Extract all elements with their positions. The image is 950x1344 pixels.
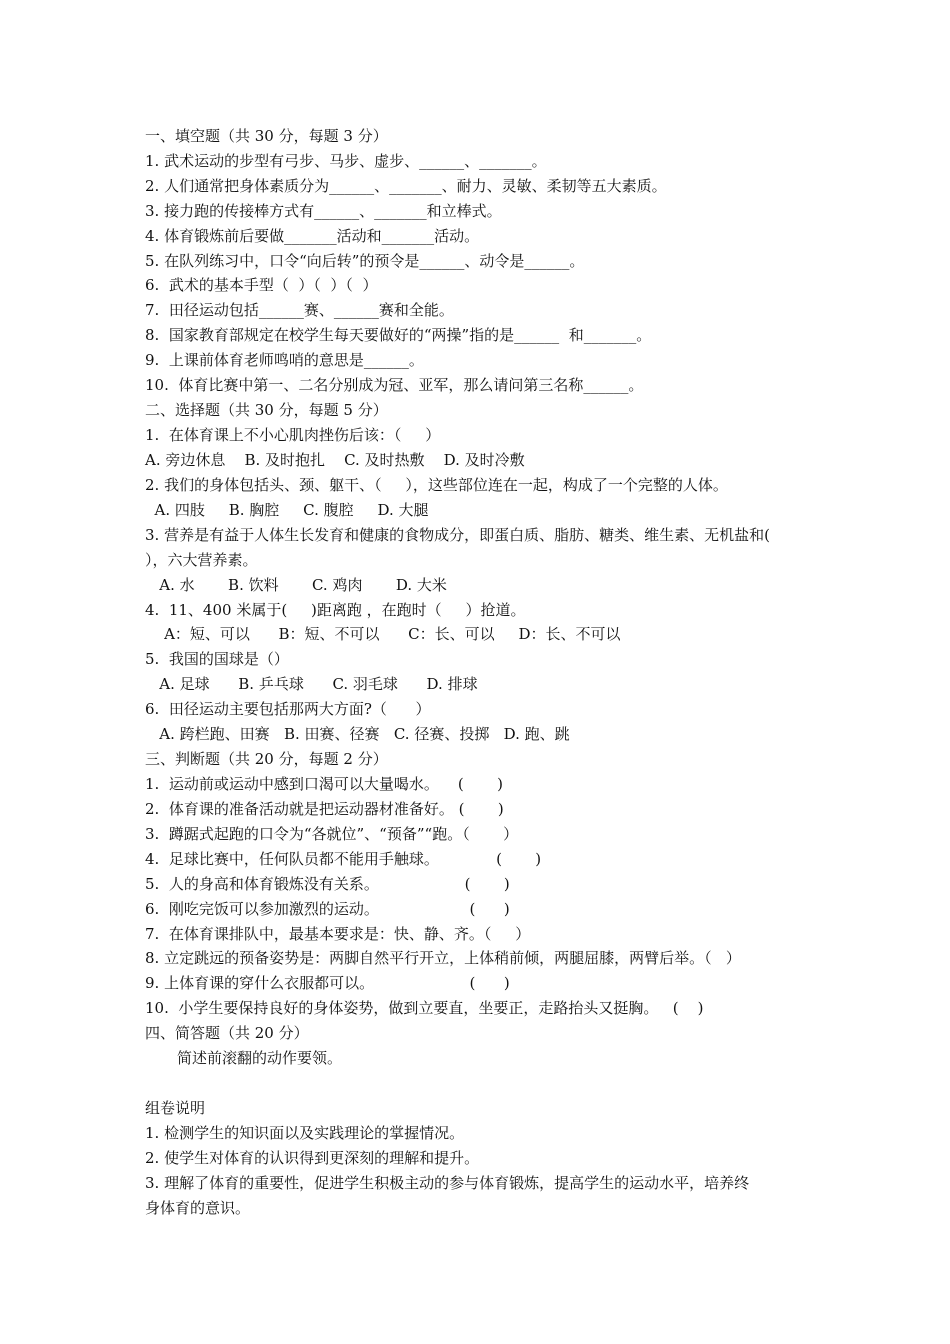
text-line: 7. 在体育课排队中，最基本要求是：快、静、齐。（ ） xyxy=(145,925,531,943)
text-line: 2. 人们通常把身体素质分为______、_______、耐力、灵敏、柔韧等五大素质。 xyxy=(145,177,667,195)
text-line: 9. 上体育课的穿什么衣服都可以。 ( ) xyxy=(145,974,510,992)
text-line: 5. 在队列练习中，口令“向后转”的预令是______、动令是______。 xyxy=(145,252,585,270)
text-line: 3. 理解了体育的重要性，促进学生积极主动的参与体育锻炼，提高学生的运动水平，培养终 xyxy=(145,1174,750,1192)
text-line: 4. 体育锻炼前后要做_______活动和_______活动。 xyxy=(145,227,480,245)
text-line: 5. 人的身高和体育锻炼没有关系。 ( ) xyxy=(145,875,510,893)
text-line: 3. 接力跑的传接棒方式有______、_______和立棒式。 xyxy=(145,202,502,220)
text-line: 四、简答题（共 20 分） xyxy=(145,1024,309,1042)
text-line: 8. 立定跳远的预备姿势是：两脚自然平行开立，上体稍前倾，两腿屈膝，两臂后举。（ ） xyxy=(145,949,741,967)
text-line: 3. 蹲踞式起跑的口令为“各就位”、“预备”“跑。（ ） xyxy=(145,825,519,843)
text-line: 6. 田径运动主要包括那两大方面?（ ） xyxy=(145,700,431,718)
text-line: A. 水 B. 饮料 C. 鸡肉 D. 大米 xyxy=(145,576,447,594)
text-line: 2. 使学生对体育的认识得到更深刻的理解和提升。 xyxy=(145,1149,480,1167)
text-line: 2. 我们的身体包括头、颈、躯干、（ ），这些部位连在一起，构成了一个完整的人体。 xyxy=(145,476,728,494)
text-line: 1. 武术运动的步型有弓步、马步、虚步、______、_______。 xyxy=(145,152,547,170)
text-line: 4. 11、400 米属于( )距离跑 ，在跑时（ ）抢道。 xyxy=(145,601,526,619)
text-line: 1. 在体育课上不小心肌肉挫伤后该：（ ） xyxy=(145,426,441,444)
text-line: A. 四肢 B. 胸腔 C. 腹腔 D. 大腿 xyxy=(145,501,429,519)
text-line: 9. 上课前体育老师鸣哨的意思是______。 xyxy=(145,351,424,369)
text-line: 6. 武术的基本手型（ ）（ ）（ ） xyxy=(145,276,378,294)
text-line: A. 足球 B. 乒乓球 C. 羽毛球 D. 排球 xyxy=(145,675,478,693)
text-line: 1. 检测学生的知识面以及实践理论的掌握情况。 xyxy=(145,1124,465,1142)
text-line: 二、选择题（共 30 分，每题 5 分） xyxy=(145,401,388,419)
text-line: ），六大营养素。 xyxy=(145,551,258,569)
text-line: 2. 体育课的准备活动就是把运动器材准备好。 ( ) xyxy=(145,800,504,818)
text-line: 10. 小学生要保持良好的身体姿势，做到立要直，坐要正，走路抬头又挺胸。 ( ) xyxy=(145,999,704,1017)
text-line: 4. 足球比赛中，任何队员都不能用手触球。 ( ) xyxy=(145,850,542,868)
text-line: 3. 营养是有益于人体生长发育和健康的食物成分，即蛋白质、脂肪、糖类、维生素、无机盐和( xyxy=(145,526,770,544)
text-line: 10. 体育比赛中第一、二名分别成为冠、亚军，那么请问第三名称______。 xyxy=(145,376,644,394)
text-line: 7. 田径运动包括______赛、______赛和全能。 xyxy=(145,301,454,319)
text-line: A：短、可以 B：短、不可以 C：长、可以 D：长、不可以 xyxy=(145,625,621,643)
text-line: 三、判断题（共 20 分，每题 2 分） xyxy=(145,750,388,768)
text-line: A. 旁边休息 B. 及时抱扎 C. 及时热敷 D. 及时冷敷 xyxy=(145,451,525,469)
text-line: 身体育的意识。 xyxy=(145,1199,251,1217)
text-line: 一、填空题（共 30 分，每题 3 分） xyxy=(145,127,388,145)
text-line: 组卷说明 xyxy=(145,1099,206,1117)
text-line: 1. 运动前或运动中感到口渴可以大量喝水。 ( ) xyxy=(145,775,504,793)
text-line: 5. 我国的国球是（） xyxy=(145,650,289,668)
text-line: A. 跨栏跑、田赛 B. 田赛、径赛 C. 径赛、投掷 D. 跑、跳 xyxy=(145,725,570,743)
text-line: 8. 国家教育部规定在校学生每天要做好的“两操”指的是______ 和_______。 xyxy=(145,326,652,344)
text-line: 6. 刚吃完饭可以参加激烈的运动。 ( ) xyxy=(145,900,510,918)
text-line: 简述前滚翻的动作要领。 xyxy=(177,1049,343,1067)
